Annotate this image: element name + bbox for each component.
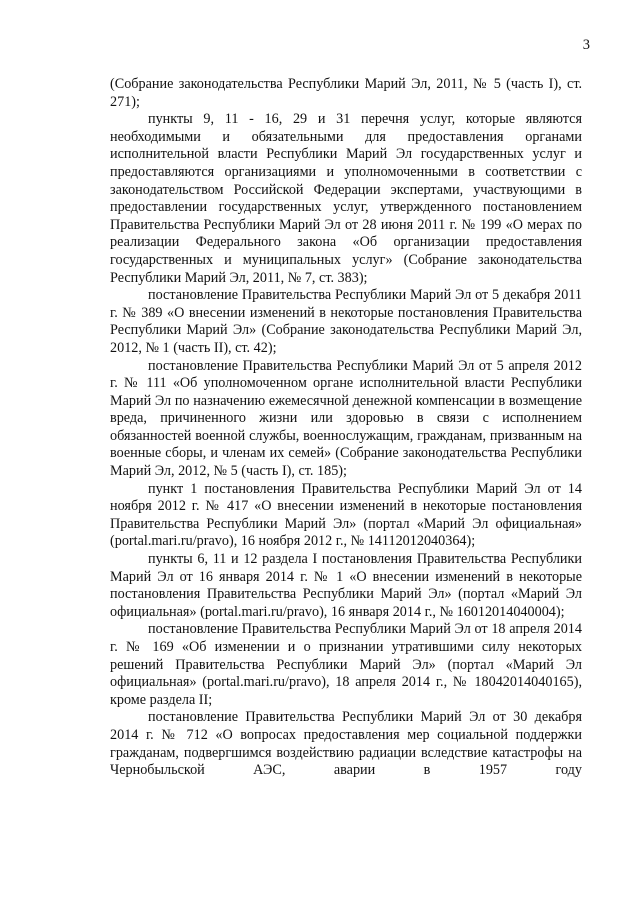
paragraph-resolution-389: постановление Правительства Республики Марий Эл от 5 декабря 2011 г. № 389 «О внесении изменений в некоторые постановления Правительства Республики Марий Эл» (Собрание законодательства Республики Марий Эл, 2012, № 1 (часть II), ст. 42); xyxy=(110,287,582,356)
paragraph-resolution-1: пункты 6, 11 и 12 раздела I постановления Правительства Республики Марий Эл от 16 января 2014 г. № 1 «О внесении изменений в некоторые постановления Правительства Республики Марий Эл» (портал «Марий Эл официальная» (portal.mari.ru/pravo), 16 января 2014 г., № 16012014040004); xyxy=(110,551,582,620)
paragraph-resolution-111: постановление Правительства Республики Марий Эл от 5 апреля 2012 г. № 111 «Об уполномоченном органе исполнительной власти Республики Марий Эл по назначению ежемесячной денежной компенсации в возмещение вреда, причиненного жизни или здоровью в связи с исполнением обязанностей военной службы, военнослужащим, гражданам, призванным на военные сборы, и членам их семей» (Собрание законодательства Республики Марий Эл, 2012, № 5 (часть I), ст. 185); xyxy=(110,357,582,480)
paragraph-continuation: (Собрание законодательства Республики Марий Эл, 2011, № 5 (часть I), ст. 271); xyxy=(110,76,582,110)
paragraph-resolution-417: пункт 1 постановления Правительства Республики Марий Эл от 14 ноября 2012 г. № 417 «О внесении изменений в некоторые постановления Правительства Республики Марий Эл» (портал «Марий Эл официальная» (portal.mari.ru/pravo), 16 ноября 2012 г., № 14112012040364); xyxy=(110,480,582,550)
paragraph-resolution-169: постановление Правительства Республики Марий Эл от 18 апреля 2014 г. № 169 «Об изменении и о признании утратившими силу некоторых решений Правительства Республики Марий Эл» (портал «Марий Эл официальная» (portal.mari.ru/pravo), 18 апреля 2014 г., № 18042014040165), кроме раздела II; xyxy=(110,621,582,708)
paragraph-services-list: пункты 9, 11 - 16, 29 и 31 перечня услуг, которые являются необходимыми и обязательными для предоставления органами исполнительной власти Республики Марий Эл государственных услуг и предоставляются организациями и уполномоченными в соответствии с законодательством Российской Федерации экспертами, участвующими в предоставлении государственных услуг, утвержденного постановлением Правительства Республики Марий Эл от 28 июня 2011 г. № 199 «О мерах по реализации Федерального закона «Об организации предоставления государственных и муниципальных услуг» (Собрание законодательства Республики Марий Эл, 2011, № 7, ст. 383); xyxy=(110,111,582,286)
page-number: 3 xyxy=(582,37,590,53)
document-body xyxy=(110,76,582,780)
paragraph-resolution-712: постановление Правительства Республики Марий Эл от 30 декабря 2014 г. № 712 «О вопросах предоставления мер социальной поддержки гражданам, подвергшимся воздействию радиации вследствие катастрофы на Чернобыльской АЭС, аварии в 1957 году xyxy=(110,709,582,779)
